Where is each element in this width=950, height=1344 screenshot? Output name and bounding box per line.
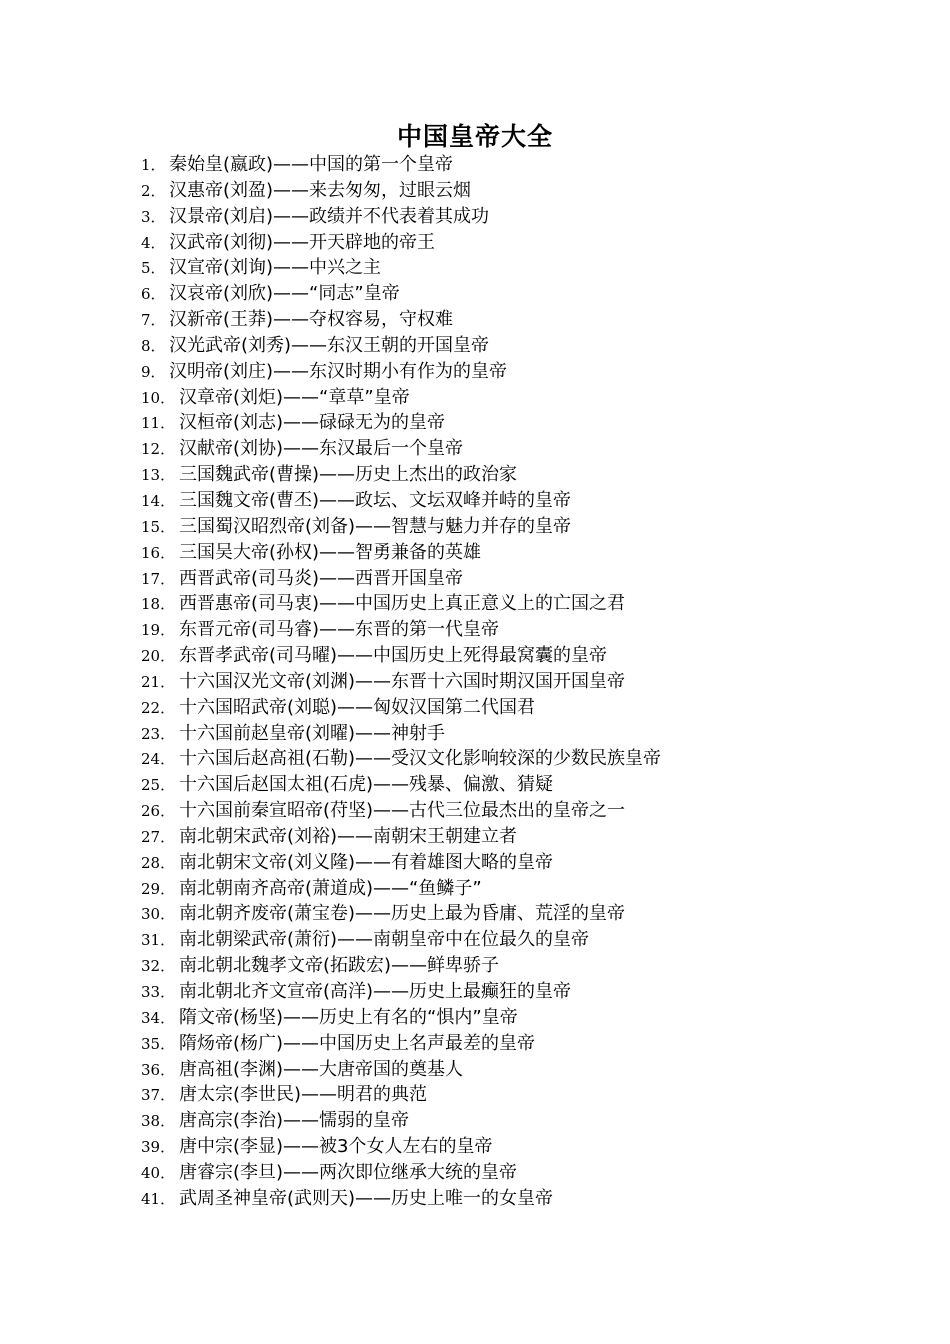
list-item [141,204,661,230]
item-text: 秦始皇(嬴政)——中国的第一个皇帝 [169,154,454,175]
item-text: 三国吴大帝(孙权)——智勇兼备的英雄 [179,541,482,563]
list-item [141,488,661,514]
list-item [141,695,661,721]
item-text: 十六国前秦宣昭帝(苻坚)——古代三位最杰出的皇帝之一 [179,800,626,822]
item-text: 南北朝南齐高帝(萧道成)——“鱼鳞子” [179,877,482,899]
item-number: 15． [141,517,176,536]
item-text: 唐高宗(李治)——懦弱的皇帝 [179,1110,410,1132]
item-text: 隋文帝(杨坚)——历史上有名的“惧内”皇帝 [179,1006,518,1028]
item-number: 11． [141,414,176,433]
item-text: 南北朝梁武帝(萧衍)——南朝皇帝中在位最久的皇帝 [179,929,590,951]
item-text: 汉武帝(刘彻)——开天辟地的帝王 [169,231,436,253]
item-text: 唐中宗(李显)——被3个女人左右的皇帝 [179,1136,493,1158]
item-text: 唐太宗(李世民)——明君的典范 [179,1084,428,1106]
item-text: 南北朝北齐文宣帝(高洋)——历史上最癫狂的皇帝 [179,981,572,1002]
list-item [141,669,661,695]
item-number: 37． [141,1086,176,1105]
item-text: 东晋孝武帝(司马曜)——中国历史上死得最窝囊的皇帝 [179,645,608,667]
item-text: 汉宣帝(刘询)——中兴之主 [169,257,382,279]
list-item [141,746,661,772]
item-text: 南北朝宋文帝(刘义隆)——有着雄图大略的皇帝 [179,851,554,873]
item-number: 33． [141,983,176,1001]
item-text: 西晋惠帝(司马衷)——中国历史上真正意义上的亡国之君 [179,593,626,615]
item-text: 汉光武帝(刘秀)——东汉王朝的开国皇帝 [169,334,490,356]
list-item [141,798,661,824]
item-number: 30． [141,905,176,924]
list-item [141,1031,661,1057]
list-item [141,436,661,462]
item-number: 23． [141,724,176,743]
item-number: 3． [141,207,166,226]
list-item [141,359,661,385]
item-number: 4． [141,233,166,252]
item-number: 1． [141,156,166,174]
item-number: 32． [141,957,176,976]
list-item [141,953,661,979]
item-number: 26． [141,802,176,821]
item-text: 武周圣神皇帝(武则天)——历史上唯一的女皇帝 [179,1187,554,1209]
item-text: 汉哀帝(刘欣)——“同志”皇帝 [169,283,400,305]
item-text: 唐睿宗(李旦)——两次即位继承大统的皇帝 [179,1161,518,1183]
item-text: 三国魏文帝(曹丕)——政坛、文坛双峰并峙的皇帝 [179,489,572,511]
list-item [141,152,661,178]
list-item [141,850,661,876]
list-item [141,927,661,953]
item-text: 三国魏武帝(曹操)——历史上杰出的政治家 [179,464,518,486]
item-text: 汉明帝(刘庄)——东汉时期小有作为的皇帝 [169,360,508,382]
item-text: 南北朝齐废帝(萧宝卷)——历史上最为昏庸、荒淫的皇帝 [179,903,626,925]
item-text: 汉献帝(刘协)——东汉最后一个皇帝 [179,438,464,460]
item-number: 24． [141,750,176,769]
list-item [141,1108,661,1134]
item-number: 18． [141,595,176,614]
item-number: 20． [141,647,176,666]
list-item [141,514,661,540]
item-number: 6． [141,285,166,304]
list-item [141,979,661,1005]
item-text: 南北朝宋武帝(刘裕)——南朝宋王朝建立者 [179,825,518,847]
item-text: 汉惠帝(刘盈)——来去匆匆，过眼云烟 [169,179,472,201]
list-item [141,281,661,307]
list-item [141,1186,661,1212]
page-title: 中国皇帝大全 [396,122,553,151]
list-item [141,591,661,617]
item-text: 十六国汉光文帝(刘渊)——东晋十六国时期汉国开国皇帝 [179,670,626,692]
item-text: 十六国后赵国太祖(石虎)——残暴、偏激、猜疑 [179,774,554,796]
list-item [141,1005,661,1031]
item-text: 汉桓帝(刘志)——碌碌无为的皇帝 [179,412,446,434]
list-item [141,540,661,566]
item-number: 14． [141,491,176,510]
item-number: 36． [141,1060,176,1079]
item-number: 29． [141,879,176,898]
item-text: 十六国后赵高祖(石勒)——受汉文化影响较深的少数民族皇帝 [179,748,662,770]
list-item [141,307,661,333]
item-number: 28． [141,853,176,872]
list-item [141,1160,661,1186]
item-text: 十六国昭武帝(刘聪)——匈奴汉国第二代国君 [179,696,536,718]
item-text: 汉景帝(刘启)——政绩并不代表着其成功 [169,205,490,227]
item-number: 12． [141,440,176,459]
list-item [141,410,661,436]
item-number: 34． [141,1008,176,1027]
item-text: 隋炀帝(杨广)——中国历史上名声最差的皇帝 [179,1032,536,1054]
list-item [141,385,661,411]
item-number: 10． [141,388,176,407]
list-item [141,1134,661,1160]
item-number: 25． [141,776,176,795]
item-text: 汉章帝(刘炬)——“章草”皇帝 [179,386,410,408]
list-item [141,643,661,669]
item-number: 17． [141,569,176,588]
list-item [141,772,661,798]
item-number: 27． [141,827,176,846]
list-item [141,1082,661,1108]
item-number: 9． [141,362,166,381]
list-item [141,876,661,902]
item-number: 22． [141,698,176,717]
item-number: 16． [141,543,176,562]
list-item [141,255,661,281]
item-number: 8． [141,336,166,355]
item-number: 19． [141,621,176,640]
item-text: 东晋元帝(司马睿)——东晋的第一代皇帝 [179,619,500,641]
list-item [141,462,661,488]
list-item [141,566,661,592]
item-number: 5． [141,259,166,278]
list-item [141,178,661,204]
item-text: 西晋武帝(司马炎)——西晋开国皇帝 [179,567,464,589]
list-item [141,1057,661,1083]
item-number: 41． [141,1189,176,1208]
item-number: 39． [141,1138,176,1157]
item-number: 2． [141,181,166,200]
list-item [141,901,661,927]
item-number: 31． [141,931,176,950]
item-number: 7． [141,311,166,330]
list-item [141,721,661,747]
item-text: 南北朝北魏孝文帝(拓跋宏)——鲜卑骄子 [179,955,500,977]
list-item [141,617,661,643]
item-text: 十六国前赵皇帝(刘曜)——神射手 [179,722,446,744]
emperor-list [141,152,661,1212]
list-item [141,333,661,359]
item-number: 38． [141,1112,176,1131]
item-number: 40． [141,1163,176,1182]
item-text: 三国蜀汉昭烈帝(刘备)——智慧与魅力并存的皇帝 [179,515,572,537]
item-text: 唐高祖(李渊)——大唐帝国的奠基人 [179,1058,464,1080]
item-text: 汉新帝(王莽)——夺权容易，守权难 [169,309,454,331]
item-number: 13． [141,466,176,485]
list-item [141,824,661,850]
item-number: 35． [141,1034,176,1053]
list-item [141,230,661,256]
item-number: 21． [141,672,176,691]
